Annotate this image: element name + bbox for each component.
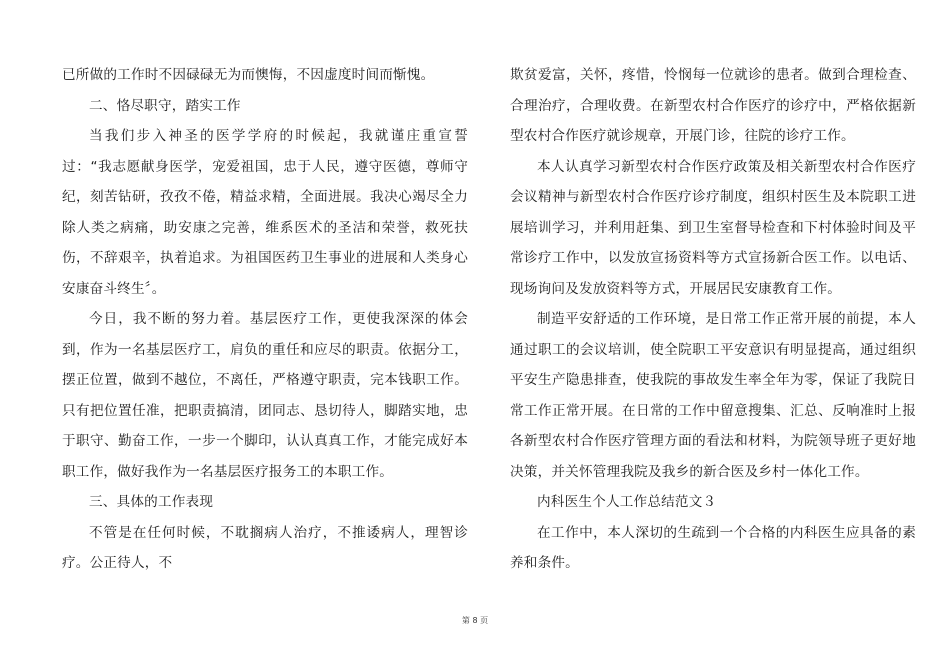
section-heading: 二、恪尽职守，踏实工作 <box>89 97 241 114</box>
paragraph: 制造平安舒适的工作环境，是日常工作正常开展的前提，本人通过职工的会议培训，使全院职工平安意识有明显提高，通过组织平安生产隐患排查，使我院的事故发生率全年为零，保证了我院日常工作正常开展。在日常的工作中留意搜集、汇总、反响准时上报各新型农村合作医疗管理方面的看法和材料，为院领导班子更好地决策，并关怀管理我院及我乡的新合医及乡村一体化工作。 <box>510 311 916 480</box>
paragraph: 欺贫爱富，关怀，疼惜，怜悯每一位就诊的患者。做到合理检查、合理治疗，合理收费。在新型农村合作医疗的诊疗中，严格依据新型农村合作医疗就诊规章，开展门诊，往院的诊疗工作。 <box>510 67 916 144</box>
paragraph: 本人认真学习新型农村合作医疗政策及相关新型农村合作医疗会议精神与新型农村合作医疗诊疗制度，组织村医生及本院职工进展培训学习，并利用赶集、到卫生室督导检查和下村体验时间及平常诊疗工作中，以发放宣扬资料等方式宣扬新合医工作。以电话、现场询问及发放资料等方式，开展居民安康教育工作。 <box>510 158 916 297</box>
section-heading: 三、具体的工作表现 <box>89 494 214 510</box>
left-text-column <box>62 60 468 579</box>
page-number: 第 8 页 <box>461 616 489 625</box>
paragraph: 今日，我不断的努力着。基层医疗工作，更使我深深的体会到，作为一名基层医疗工，肩负的重任和应尽的职责。依据分工，摆正位置，做到不越位，不离任，严格遵守职责，完本钱职工作。只有把位置任准，把职责搞清，团同志、恳切待人，脚踏实地，忠于职守、勤奋工作，一步一个脚印，认认真真工作，才能完成好本职工作，做好我作为一名基层医疗报务工的本职工作。 <box>62 311 468 480</box>
right-text-column <box>510 60 916 579</box>
paragraph: 已所做的工作时不因碌碌无为而懊悔，不因虚度时间而惭愧。 <box>62 67 435 83</box>
paragraph: 不管是在任何时候，不耽搁病人治疗，不推诿病人，理智诊疗。公正待人，不 <box>62 524 468 571</box>
paragraph: 在工作中，本人深切的生疏到一个合格的内科医生应具备的素养和条件。 <box>510 524 916 571</box>
paragraph: 当我们步入神圣的医学学府的时候起，我就谨庄重宣誓过：“我志愿献身医学，宠爱祖国，忠于人民，遵守医德，尊师守纪，刻苦钻研，孜孜不倦，精益求精，全面进展。我决心竭尽全力除人类之病痛，助安康之完善，维系医术的圣洁和荣誉，救死扶伤，不辞艰辛，执着追求。为祖国医药卫生事业的进展和人类身心安康奋斗终生〞。 <box>62 128 468 297</box>
section-heading: 内科医生个人工作总结范文３ <box>537 494 717 510</box>
